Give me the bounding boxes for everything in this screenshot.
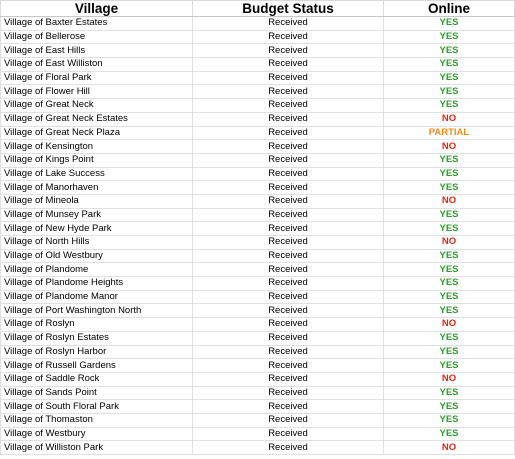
budget-status-cell[interactable]: Received: [193, 99, 384, 113]
online-status-cell[interactable]: YES: [384, 290, 515, 304]
table-row: [1, 236, 515, 250]
table-row: [1, 345, 515, 359]
village-name-cell[interactable]: Village of Plandome Manor: [1, 290, 193, 304]
budget-status-cell[interactable]: Received: [193, 222, 384, 236]
budget-status-cell[interactable]: Received: [193, 140, 384, 154]
table-row: [1, 112, 515, 126]
budget-status-cell[interactable]: Received: [193, 277, 384, 291]
table-row: [1, 99, 515, 113]
budget-status-cell[interactable]: Received: [193, 427, 384, 441]
table-row: [1, 331, 515, 345]
budget-status-cell[interactable]: Received: [193, 345, 384, 359]
village-name-cell[interactable]: Village of Floral Park: [1, 71, 193, 85]
online-status-cell[interactable]: NO: [384, 441, 515, 455]
table-row: [1, 304, 515, 318]
village-name-cell[interactable]: Village of Roslyn: [1, 318, 193, 332]
online-status-cell[interactable]: YES: [384, 249, 515, 263]
village-name-cell[interactable]: Village of Thomaston: [1, 413, 193, 427]
table-row: [1, 140, 515, 154]
budget-status-cell[interactable]: Received: [193, 249, 384, 263]
online-status-cell[interactable]: NO: [384, 112, 515, 126]
village-name-cell[interactable]: Village of Roslyn Harbor: [1, 345, 193, 359]
online-status-cell[interactable]: YES: [384, 208, 515, 222]
village-name-cell[interactable]: Village of Sands Point: [1, 386, 193, 400]
table-row: [1, 249, 515, 263]
village-name-cell[interactable]: Village of New Hyde Park: [1, 222, 193, 236]
village-name-cell[interactable]: Village of Great Neck: [1, 99, 193, 113]
village-name-cell[interactable]: Village of Great Neck Estates: [1, 112, 193, 126]
budget-status-cell[interactable]: Received: [193, 386, 384, 400]
online-status-cell[interactable]: NO: [384, 140, 515, 154]
village-name-cell[interactable]: Village of Great Neck Plaza: [1, 126, 193, 140]
table-header: [1, 1, 515, 17]
online-status-cell[interactable]: YES: [384, 181, 515, 195]
table-row: [1, 126, 515, 140]
online-status-cell[interactable]: NO: [384, 236, 515, 250]
table-row: [1, 181, 515, 195]
table-row: [1, 222, 515, 236]
village-name-cell[interactable]: Village of Bellerose: [1, 30, 193, 44]
online-status-cell[interactable]: YES: [384, 167, 515, 181]
budget-status-cell[interactable]: Received: [193, 112, 384, 126]
online-status-cell[interactable]: PARTIAL: [384, 126, 515, 140]
online-status-cell[interactable]: YES: [384, 345, 515, 359]
table-row: [1, 427, 515, 441]
village-name-cell[interactable]: Village of Baxter Estates: [1, 17, 193, 31]
online-status-cell[interactable]: YES: [384, 277, 515, 291]
online-status-cell[interactable]: YES: [384, 222, 515, 236]
village-name-cell[interactable]: Village of Williston Park: [1, 441, 193, 455]
budget-status-cell[interactable]: Received: [193, 331, 384, 345]
budget-status-cell[interactable]: Received: [193, 441, 384, 455]
column-header-village[interactable]: Village: [1, 1, 193, 17]
budget-status-cell[interactable]: Received: [193, 318, 384, 332]
village-name-cell[interactable]: Village of East Hills: [1, 44, 193, 58]
online-status-cell[interactable]: YES: [384, 359, 515, 373]
table-row: [1, 290, 515, 304]
column-header-online[interactable]: Online: [384, 1, 515, 17]
village-name-cell[interactable]: Village of East Williston: [1, 58, 193, 72]
table-row: [1, 17, 515, 31]
table-row: [1, 208, 515, 222]
village-name-cell[interactable]: Village of Munsey Park: [1, 208, 193, 222]
table-row: [1, 194, 515, 208]
online-status-cell[interactable]: YES: [384, 386, 515, 400]
budget-status-cell[interactable]: Received: [193, 263, 384, 277]
table-row: [1, 413, 515, 427]
table-row: [1, 153, 515, 167]
village-name-cell[interactable]: Village of Flower Hill: [1, 85, 193, 99]
online-status-cell[interactable]: YES: [384, 263, 515, 277]
table-row: [1, 263, 515, 277]
budget-status-cell[interactable]: Received: [193, 359, 384, 373]
online-status-cell[interactable]: YES: [384, 17, 515, 31]
budget-status-cell[interactable]: Received: [193, 304, 384, 318]
table-row: [1, 44, 515, 58]
online-status-cell[interactable]: YES: [384, 427, 515, 441]
online-status-cell[interactable]: NO: [384, 194, 515, 208]
table-row: [1, 359, 515, 373]
village-name-cell[interactable]: Village of Roslyn Estates: [1, 331, 193, 345]
table-row: [1, 277, 515, 291]
village-name-cell[interactable]: Village of Russell Gardens: [1, 359, 193, 373]
village-name-cell[interactable]: Village of Plandome Heights: [1, 277, 193, 291]
budget-status-cell[interactable]: Received: [193, 167, 384, 181]
budget-status-cell[interactable]: Received: [193, 153, 384, 167]
online-status-cell[interactable]: YES: [384, 85, 515, 99]
budget-status-cell[interactable]: Received: [193, 290, 384, 304]
village-name-cell[interactable]: Village of Old Westbury: [1, 249, 193, 263]
online-status-cell[interactable]: YES: [384, 153, 515, 167]
online-status-cell[interactable]: YES: [384, 99, 515, 113]
village-name-cell[interactable]: Village of Westbury: [1, 427, 193, 441]
budget-status-cell[interactable]: Received: [193, 208, 384, 222]
village-name-cell[interactable]: Village of Port Washington North: [1, 304, 193, 318]
village-name-cell[interactable]: Village of North Hills: [1, 236, 193, 250]
budget-status-cell[interactable]: Received: [193, 44, 384, 58]
village-name-cell[interactable]: Village of Kings Point: [1, 153, 193, 167]
online-status-cell[interactable]: YES: [384, 413, 515, 427]
budget-status-cell[interactable]: Received: [193, 71, 384, 85]
table-row: [1, 400, 515, 414]
village-name-cell[interactable]: Village of Mineola: [1, 194, 193, 208]
table-row: [1, 85, 515, 99]
village-name-cell[interactable]: Village of Lake Success: [1, 167, 193, 181]
online-status-cell[interactable]: YES: [384, 331, 515, 345]
table-row: [1, 58, 515, 72]
table-row: [1, 30, 515, 44]
online-status-cell[interactable]: YES: [384, 58, 515, 72]
budget-status-cell[interactable]: Received: [193, 413, 384, 427]
online-status-cell[interactable]: NO: [384, 318, 515, 332]
table-row: [1, 318, 515, 332]
budget-status-cell[interactable]: Received: [193, 85, 384, 99]
table-row: [1, 167, 515, 181]
budget-status-cell[interactable]: Received: [193, 236, 384, 250]
table-row: [1, 386, 515, 400]
online-status-cell[interactable]: NO: [384, 372, 515, 386]
table-row: [1, 441, 515, 455]
online-status-cell[interactable]: YES: [384, 44, 515, 58]
village-name-cell[interactable]: Village of Plandome: [1, 263, 193, 277]
online-status-cell[interactable]: YES: [384, 71, 515, 85]
budget-status-cell[interactable]: Received: [193, 126, 384, 140]
budget-status-cell[interactable]: Received: [193, 400, 384, 414]
budget-status-cell[interactable]: Received: [193, 194, 384, 208]
budget-status-cell[interactable]: Received: [193, 17, 384, 31]
village-name-cell[interactable]: Village of Kensington: [1, 140, 193, 154]
budget-status-cell[interactable]: Received: [193, 58, 384, 72]
budget-status-cell[interactable]: Received: [193, 181, 384, 195]
village-name-cell[interactable]: Village of Saddle Rock: [1, 372, 193, 386]
header-row: [1, 1, 515, 17]
online-status-cell[interactable]: YES: [384, 400, 515, 414]
table-row: [1, 71, 515, 85]
table-body: [1, 17, 515, 455]
budget-status-cell[interactable]: Received: [193, 30, 384, 44]
village-name-cell[interactable]: Village of Manorhaven: [1, 181, 193, 195]
online-status-cell[interactable]: YES: [384, 30, 515, 44]
village-name-cell[interactable]: Village of South Floral Park: [1, 400, 193, 414]
table-row: [1, 372, 515, 386]
online-status-cell[interactable]: YES: [384, 304, 515, 318]
column-header-budget-status[interactable]: Budget Status: [193, 1, 384, 17]
budget-status-cell[interactable]: Received: [193, 372, 384, 386]
